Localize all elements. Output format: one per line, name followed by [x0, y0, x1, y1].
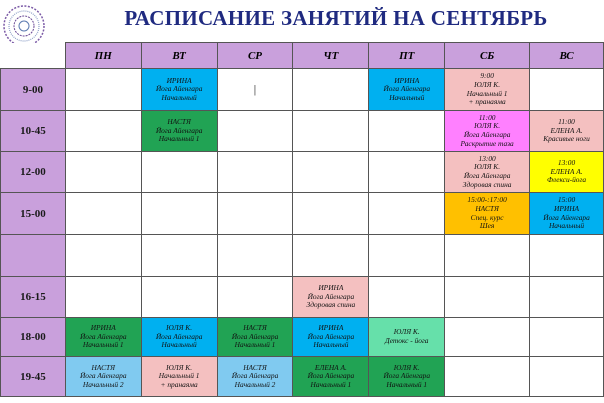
schedule-row — [1, 235, 604, 277]
class-entry-line: 11:00 — [478, 112, 496, 122]
schedule-row — [1, 318, 604, 357]
class-entry — [65, 318, 141, 357]
class-entry-line: Йога Айенгара — [155, 125, 203, 135]
class-entry-line: НАСТЯ — [167, 117, 191, 127]
empty-slot — [217, 193, 293, 235]
class-entry-line: НАСТЯ — [91, 362, 116, 372]
empty-slot — [530, 318, 604, 357]
class-entry-line: Красивые ноги — [543, 134, 590, 144]
class-entry-line: Начальный 1 — [310, 379, 352, 389]
schedule-row — [1, 69, 604, 111]
schedule-table — [0, 42, 604, 397]
empty-slot — [141, 152, 217, 193]
class-entry-line: Детокс - йога — [385, 336, 429, 345]
empty-slot — [530, 357, 604, 397]
text-cursor: | — [253, 81, 257, 96]
day-header-wed: СР — [217, 43, 293, 69]
empty-slot — [445, 318, 530, 357]
empty-slot — [445, 235, 530, 277]
day-header-fri: ПТ — [369, 43, 445, 69]
empty-slot — [65, 193, 141, 235]
class-entry-line: Йога Айенгара — [307, 371, 355, 381]
empty-slot — [217, 111, 293, 152]
empty-slot — [445, 277, 530, 318]
schedule-body — [1, 69, 604, 397]
class-entry-line: ЕЛЕНА А. — [314, 362, 347, 372]
class-entry — [369, 357, 445, 397]
class-entry-line: ЮЛЯ К. — [166, 323, 193, 333]
schedule-row — [1, 357, 604, 397]
day-header-tue: ВТ — [141, 43, 217, 69]
class-entry-line: 11:00 — [558, 117, 575, 127]
class-entry-line: Начальный 2 — [234, 379, 276, 389]
empty-slot — [65, 111, 141, 152]
time-slot-label — [1, 235, 66, 277]
class-entry-line: Йога Айенгара — [231, 331, 279, 341]
class-entry-line: Начальный — [313, 340, 349, 350]
class-entry — [141, 69, 217, 111]
time-slot-label: 18-00 — [1, 318, 66, 357]
class-entry-line: Йога Айенгара — [383, 84, 431, 94]
class-entry-line: ЮЛЯ К. — [166, 362, 193, 372]
class-entry-line: Начальный 1 — [234, 340, 276, 350]
empty-slot — [217, 152, 293, 193]
class-entry — [445, 152, 530, 193]
class-entry-line: + пранаяма — [160, 379, 198, 389]
class-entry — [65, 357, 141, 397]
class-entry-line: Йога Айенгара — [307, 331, 355, 341]
empty-slot — [293, 193, 369, 235]
class-entry-line: Здоровая спина — [462, 179, 512, 189]
class-entry — [445, 111, 530, 152]
empty-slot — [65, 235, 141, 277]
day-header-sat: СБ — [445, 43, 530, 69]
class-entry — [141, 111, 217, 152]
class-entry-line: Йога Айенгара — [307, 291, 355, 301]
class-entry — [217, 318, 293, 357]
empty-slot — [530, 235, 604, 277]
class-entry-line: ИРИНА — [318, 283, 344, 293]
empty-slot — [293, 111, 369, 152]
class-entry — [293, 357, 369, 397]
day-header-sun: ВС — [530, 43, 604, 69]
empty-slot — [530, 69, 604, 111]
class-entry-line: НАСТЯ — [475, 203, 499, 213]
empty-slot — [369, 235, 445, 277]
class-entry-line: Йога Айенгара — [231, 371, 279, 381]
class-entry-line: ЮЛЯ К. — [474, 162, 501, 172]
time-slot-label: 16-15 — [1, 277, 66, 318]
class-entry-line: Йога Айенгара — [79, 331, 127, 341]
empty-slot — [369, 193, 445, 235]
header-corner — [1, 43, 66, 69]
empty-slot — [530, 277, 604, 318]
empty-slot — [445, 357, 530, 397]
class-entry-line: Йога Айенгара — [383, 371, 431, 381]
class-entry-line: ИРИНА — [554, 203, 580, 213]
empty-slot — [65, 69, 141, 111]
days-header-row — [1, 43, 604, 69]
class-entry-line: Здоровая спина — [306, 300, 356, 310]
class-entry-line: Йога Айенгара — [155, 331, 203, 341]
class-entry — [141, 318, 217, 357]
class-entry-line: Начальный 1 — [158, 134, 200, 144]
class-entry-line: ЮЛЯ К. — [474, 121, 501, 131]
class-entry-line: Йога Айенгара — [155, 84, 203, 94]
class-entry — [445, 69, 530, 111]
time-slot-label: 10-45 — [1, 111, 66, 152]
class-entry-line: Начальный — [161, 340, 197, 350]
empty-slot — [369, 111, 445, 152]
class-entry-line: Флекси-йога — [546, 175, 587, 185]
class-entry-line: НАСТЯ — [243, 362, 267, 372]
class-entry — [369, 318, 445, 357]
empty-slot — [217, 235, 293, 277]
class-entry-line: Йога Айенгара — [543, 212, 590, 222]
class-entry-line: + пранаяма — [468, 97, 506, 107]
class-entry-line: ЕЛЕНА А. — [550, 125, 583, 135]
class-entry-line: Спец. курс — [470, 212, 504, 222]
class-entry — [217, 357, 293, 397]
time-slot-label: 19-45 — [1, 357, 66, 397]
time-slot-label: 9-00 — [1, 69, 66, 111]
class-entry-line: Начальный 1 — [386, 379, 428, 389]
class-entry-line: 15:00 — [557, 195, 576, 205]
empty-slot — [369, 152, 445, 193]
class-entry — [293, 318, 369, 357]
empty-slot — [369, 277, 445, 318]
class-entry-line: 13:00 — [478, 153, 496, 163]
time-slot-label: 15-00 — [1, 193, 66, 235]
day-header-mon: ПН — [65, 43, 141, 69]
class-entry-line: Йога Айенгара — [463, 130, 511, 139]
class-entry-line: Начальный — [389, 92, 425, 102]
class-entry-line: Раскрытие таза — [460, 138, 514, 148]
class-entry — [293, 277, 369, 318]
class-entry — [530, 193, 604, 235]
text-cursor-cell — [217, 69, 293, 111]
class-entry — [530, 111, 604, 152]
class-entry-line: Шея — [479, 221, 495, 231]
class-entry-line: НАСТЯ — [243, 323, 267, 333]
empty-slot — [141, 235, 217, 277]
class-entry-line: ЮЛЯ К. — [474, 79, 501, 89]
class-entry-line: Начальный 1 — [466, 88, 508, 98]
class-entry-line: Йога Айенгара — [463, 171, 511, 180]
class-entry-line: Йога Айенгара — [79, 371, 127, 381]
class-entry-line: ЕЛЕНА А. — [550, 166, 583, 176]
empty-slot — [141, 193, 217, 235]
day-header-thu: ЧТ — [293, 43, 369, 69]
class-entry-line: 13:00 — [557, 158, 576, 168]
class-entry — [530, 152, 604, 193]
schedule-row — [1, 111, 604, 152]
time-slot-label: 12-00 — [1, 152, 66, 193]
schedule-row — [1, 193, 604, 235]
class-entry-line: ЮЛЯ К. — [393, 327, 420, 337]
empty-slot — [65, 277, 141, 318]
empty-slot — [141, 277, 217, 318]
class-entry-line: ЮЛЯ К. — [393, 362, 420, 372]
class-entry — [141, 357, 217, 397]
class-entry — [369, 69, 445, 111]
empty-slot — [293, 69, 369, 111]
schedule-row — [1, 277, 604, 318]
empty-slot — [293, 235, 369, 277]
class-entry-line: ИРИНА — [394, 75, 420, 85]
class-entry-line: Начальный 2 — [82, 379, 124, 389]
class-entry-line: 15:00-:17:00 — [467, 195, 507, 205]
class-entry-line: 9:00 — [480, 71, 494, 81]
schedule-row — [1, 152, 604, 193]
class-entry-line: Начальный 1 — [158, 371, 200, 381]
class-entry-line: Начальный 1 — [82, 340, 124, 350]
page-title: РАСПИСАНИЕ ЗАНЯТИЙ НА СЕНТЯБРЬ — [124, 6, 548, 30]
empty-slot — [293, 152, 369, 193]
class-entry-line: ИРИНА — [166, 75, 192, 85]
class-entry — [445, 193, 530, 235]
class-entry-line: ИРИНА — [318, 323, 344, 333]
class-entry-line: Начальный — [161, 92, 197, 102]
class-entry-line: ИРИНА — [90, 323, 116, 333]
empty-slot — [65, 152, 141, 193]
empty-slot — [217, 277, 293, 318]
class-entry-line: Начальный — [548, 221, 585, 231]
